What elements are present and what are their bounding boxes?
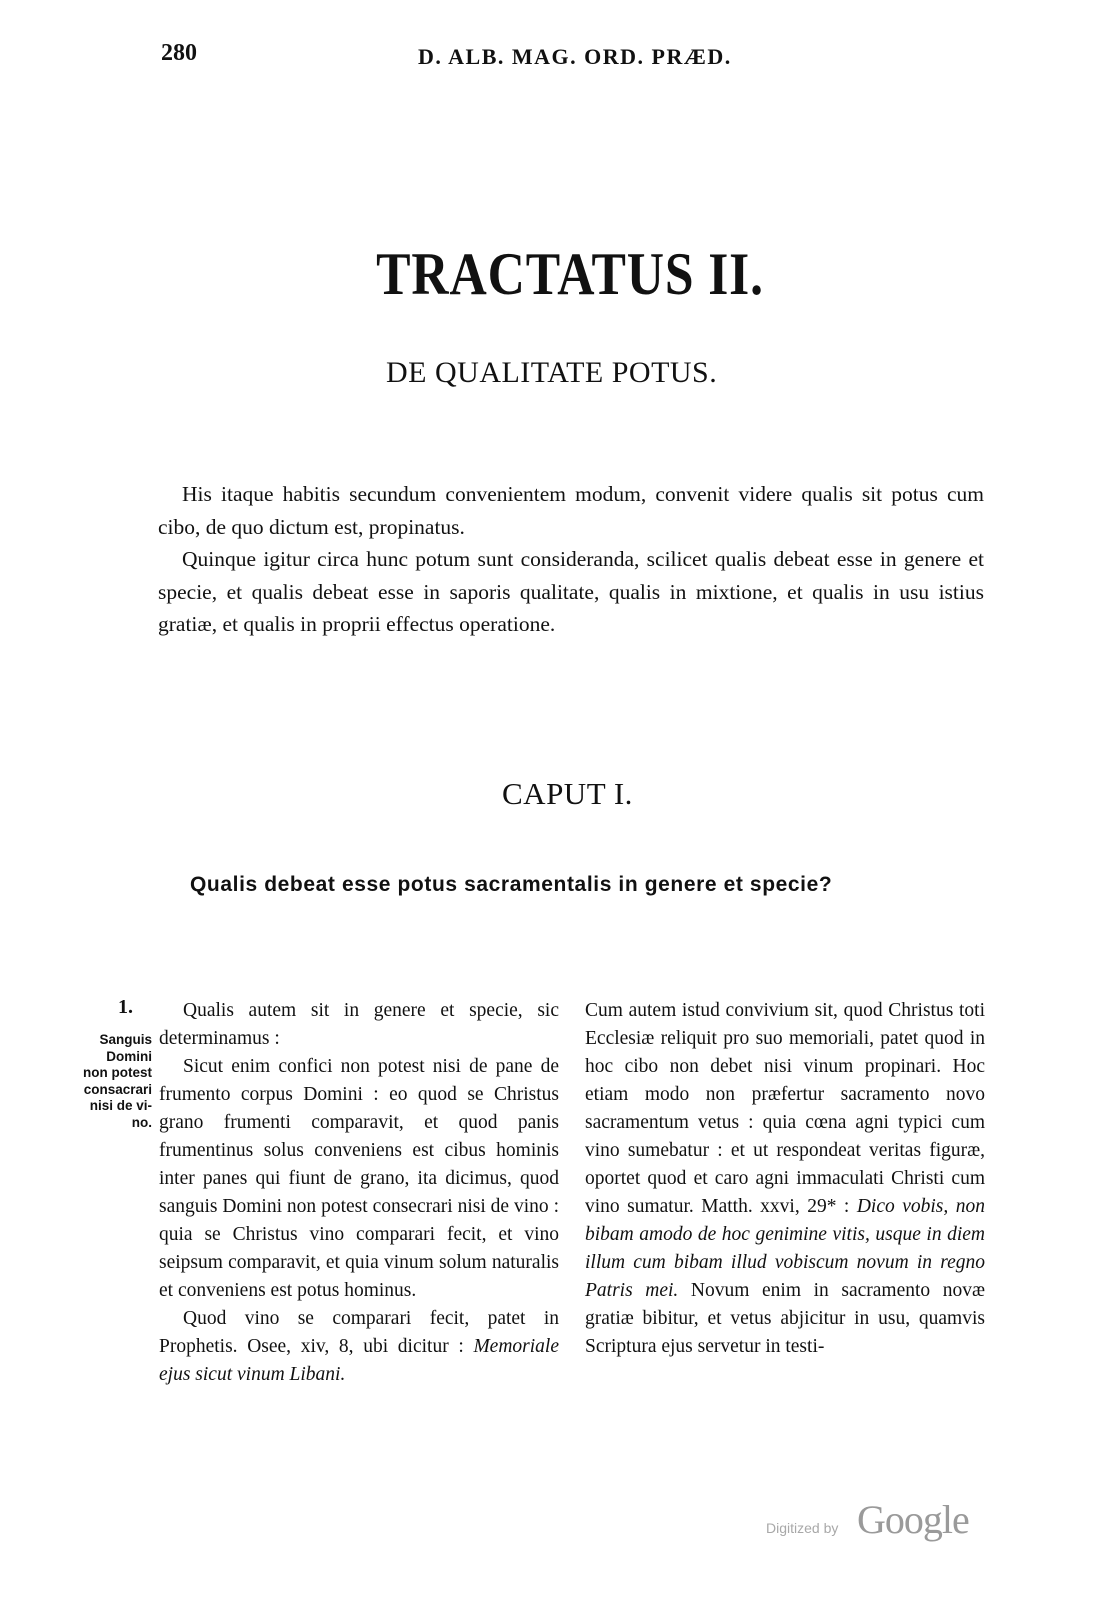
intro-paragraph: His itaque habitis secundum convenientem modum, convenit videre qualis sit potus cum cibo, de quo dictum est, propinatus. <box>158 482 984 539</box>
chapter-question: Qualis debeat esse potus sacramentalis in genere et specie? <box>190 873 833 896</box>
intro-paragraph: Quinque igitur circa hunc potum sunt consideranda, scilicet qualis debeat esse in genere et specie, et qualis debeat esse in saporis qualitate, qualis in mixtione, et qualis in usu istius gratiæ, et qualis in proprii effectus operatione. <box>158 547 984 636</box>
page-number: 280 <box>161 40 197 66</box>
body-paragraph: Qualis autem sit in genere et specie, sic determinamus : <box>159 1000 559 1049</box>
body-text: Cum autem istud convivium sit, quod Christus toti Ecclesiæ reliquit pro suo memoriali, patet quod in hoc cibo non debet nisi vinum propinari. Hoc etiam modo non præfertur sacramento novo sacramentum vetus : quia cœna agni typici cum vino sumebatur : et ut respondeat veritas figuræ, oportet quod et caro agni immaculati Christi cum vino sumatur. Matth. xxvi, 29* : <box>585 1000 985 1217</box>
digitized-by-label: Digitized by <box>766 1520 839 1536</box>
running-head: D. ALB. MAG. ORD. PRÆD. <box>418 44 732 69</box>
margin-note-line: Domini <box>106 1048 152 1064</box>
google-logo: Google <box>857 1497 969 1542</box>
tractate-title: TRACTATUS II. <box>376 241 764 307</box>
margin-note-line: Sanguis <box>99 1032 152 1047</box>
margin-note-line: consacrari <box>83 1081 152 1097</box>
left-column <box>159 997 559 1389</box>
body-paragraph: Sicut enim confici non potest nisi de pane de frumento corpus Domini : eo quod se Christus grano frumenti comparavit, et quod panis frumentinus solus conveniens est cibus hominis inter panes qui fiunt de grano, ita dicimus, quod sanguis Domini non potest consecrari nisi de vino : quia se Christus vino comparari fecit, et vino seipsum comparavit, et quia vinum solum naturalis et conveniens est potus hominus. <box>159 1056 559 1301</box>
body-text: Novum enim in sacramento novæ gratiæ bibitur, et vetus abjicitur in usu, quamvis Scriptura ejus servetur in testi- <box>585 1280 986 1357</box>
margin-note <box>58 1032 152 1131</box>
intro-text <box>158 478 984 641</box>
chapter-title: CAPUT I. <box>502 776 633 811</box>
margin-note-line: no. <box>131 1114 152 1130</box>
body-text: Quod vino se comparari fecit, patet in Prophetis. Osee, xiv, 8, ubi dicitur : <box>159 1308 559 1357</box>
body-paragraph <box>159 1305 559 1389</box>
scripture-quote: Memoriale ejus sicut vinum Libani. <box>159 1336 559 1385</box>
tractate-subtitle: DE QUALITATE POTUS. <box>386 356 718 389</box>
right-column <box>585 997 985 1361</box>
margin-note-line: non potest <box>83 1065 152 1080</box>
margin-note-line: nisi de vi- <box>89 1098 152 1113</box>
margin-number: 1. <box>118 996 133 1018</box>
scripture-quote: Dico vobis, non bibam amodo de hoc genimine vitis, usque in diem illum cum bibam illud vobiscum novum in regno Patris mei. <box>585 1196 985 1301</box>
body-paragraph <box>585 997 985 1361</box>
